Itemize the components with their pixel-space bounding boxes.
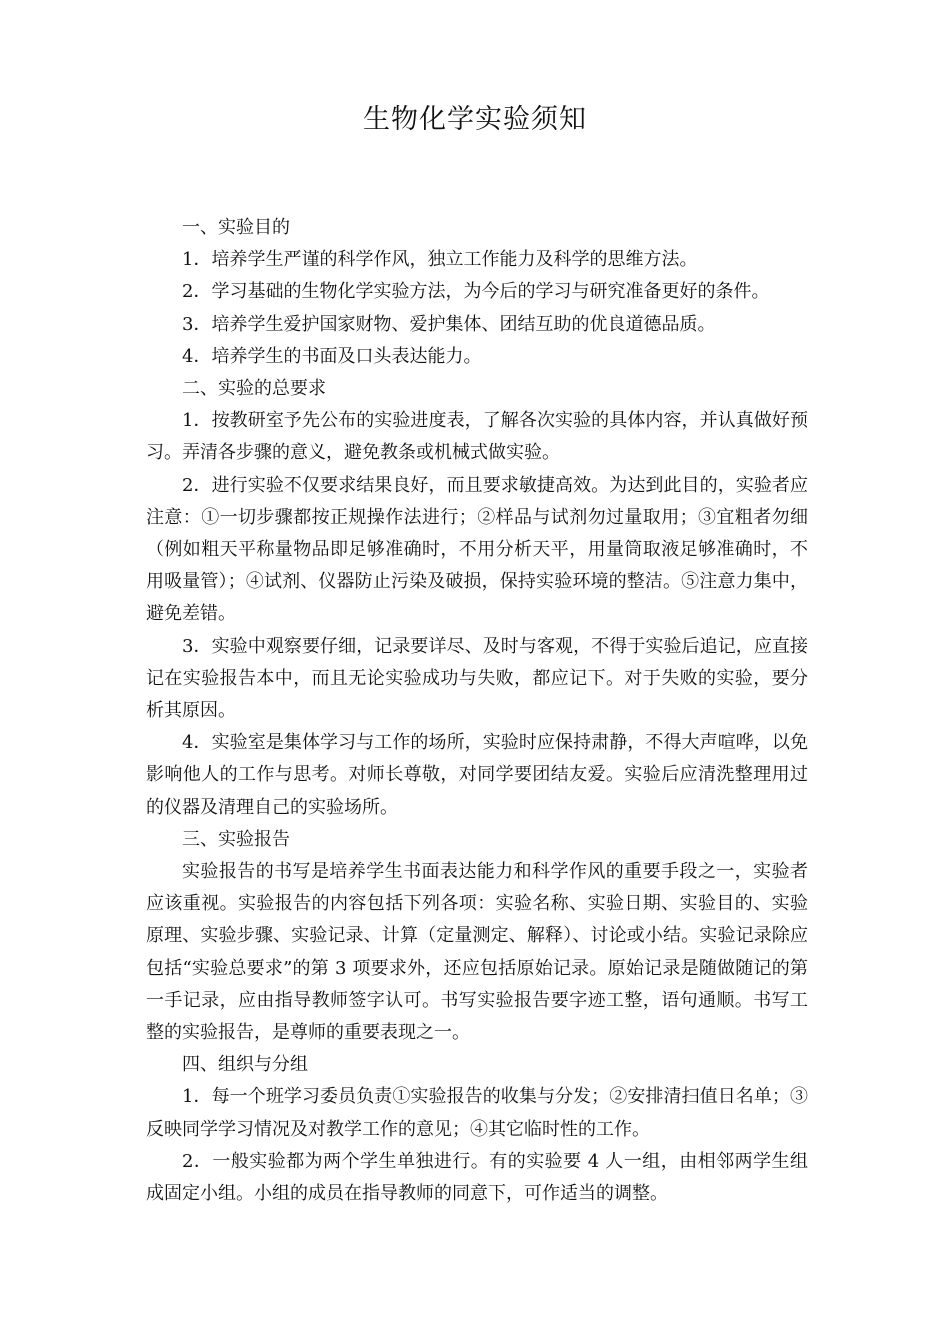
paragraph: 3．培养学生爱护国家财物、爱护集体、团结互助的优良道德品质。 bbox=[182, 313, 716, 335]
paragraph: 2．一般实验都为两个学生单独进行。有的实验要 4 人一组，由相邻两学生组成固定小组。小组的成员在指导教师的同意下，可作适当的调整。 bbox=[146, 1150, 808, 1205]
paragraph: 4．培养学生的书面及口头表达能力。 bbox=[182, 345, 482, 367]
document-body bbox=[146, 212, 808, 1210]
paragraph: 1．培养学生严谨的科学作风，独立工作能力及科学的思维方法。 bbox=[182, 249, 698, 271]
paragraph: 4．实验室是集体学习与工作的场所，实验时应保持肃静，不得大声喧哗，以免影响他人的工作与思考。对师长尊敬，对同学要团结友爱。实验后应清洗整理用过的仪器及清理自己的实验场所。 bbox=[146, 732, 808, 818]
paragraph: 1．按教研室予先公布的实验进度表，了解各次实验的具体内容，并认真做好预习。弄清各步骤的意义，避免教条或机械式做实验。 bbox=[146, 410, 808, 464]
section-heading: 四、组织与分组 bbox=[182, 1054, 308, 1076]
paragraph: 1．每一个班学习委员负责①实验报告的收集与分发；②安排清扫值日名单；③反映同学学习情况及对教学工作的意见；④其它临时性的工作。 bbox=[146, 1086, 808, 1140]
paragraph: 实验报告的书写是培养学生书面表达能力和科学作风的重要手段之一，实验者应该重视。实验报告的内容包括下列各项：实验名称、实验日期、实验目的、实验原理、实验步骤、实验记录、计算（定量测定、解释）、讨论或小结。实验记录除应包括“实验总要求”的第 3 项要求外，还应包括原始记录。原始记录是随做随记的第一手记录，应由指导教师签字认可。书写实验报告要字迹工整，语句通顺。书写工整的实验报告，是尊师的重要表现之一。 bbox=[146, 861, 808, 1044]
paragraph: 2．进行实验不仅要求结果良好，而且要求敏捷高效。为达到此目的，实验者应注意：①一切步骤都按正规操作法进行；②样品与试剂勿过量取用；③宜粗者勿细（例如粗天平称量物品即足够准确时，不用分析天平，用量筒取液足够准确时，不用吸量管）；④试剂、仪器防止污染及破损，保持实验环境的整洁。⑤注意力集中，避免差错。 bbox=[146, 474, 808, 625]
section-heading: 一、实验目的 bbox=[182, 217, 290, 238]
document-title: 生物化学实验须知 bbox=[363, 104, 587, 135]
paragraph: 2．学习基础的生物化学实验方法，为今后的学习与研究准备更好的条件。 bbox=[182, 281, 770, 303]
section-heading: 二、实验的总要求 bbox=[182, 378, 326, 400]
paragraph: 3．实验中观察要仔细，记录要详尽、及时与客观，不得于实验后追记，应直接记在实验报告本中，而且无论实验成功与失败，都应记下。对于失败的实验，要分析其原因。 bbox=[146, 635, 808, 722]
section-heading: 三、实验报告 bbox=[182, 828, 290, 850]
